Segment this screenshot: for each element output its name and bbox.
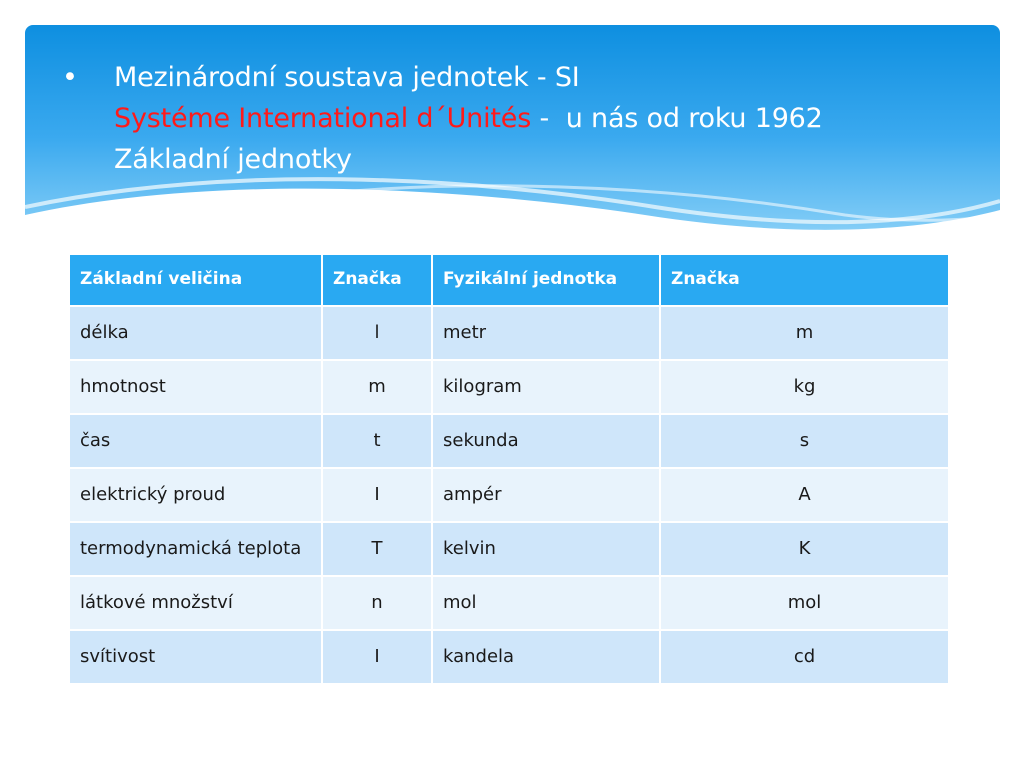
cell-quantity: svítivost <box>69 630 322 684</box>
title-line-2 <box>114 98 823 139</box>
cell-quantity: termodynamická teplota <box>69 522 322 576</box>
cell-quantity: elektrický proud <box>69 468 322 522</box>
header-unit: Fyzikální jednotka <box>432 254 660 306</box>
bullet-marker: • <box>62 62 78 93</box>
title-highlight: Systéme International d´Unités <box>114 103 532 134</box>
table-row <box>69 522 949 576</box>
header-quantity-symbol: Značka <box>322 254 432 306</box>
cell-unit: sekunda <box>432 414 660 468</box>
cell-unit-symbol: cd <box>660 630 949 684</box>
table-row <box>69 630 949 684</box>
title-line-2-rest: - u nás od roku 1962 <box>531 103 823 134</box>
cell-quantity-symbol: T <box>322 522 432 576</box>
cell-unit: mol <box>432 576 660 630</box>
table-row <box>69 306 949 360</box>
cell-quantity: látkové množství <box>69 576 322 630</box>
cell-quantity: hmotnost <box>69 360 322 414</box>
cell-quantity: délka <box>69 306 322 360</box>
cell-unit-symbol: s <box>660 414 949 468</box>
table-row <box>69 360 949 414</box>
cell-unit: metr <box>432 306 660 360</box>
cell-quantity-symbol: I <box>322 630 432 684</box>
cell-unit: kelvin <box>432 522 660 576</box>
cell-unit-symbol: m <box>660 306 949 360</box>
cell-unit-symbol: K <box>660 522 949 576</box>
table-row <box>69 414 949 468</box>
cell-quantity-symbol: n <box>322 576 432 630</box>
title-line-3: Základní jednotky <box>114 144 352 175</box>
cell-unit-symbol: kg <box>660 360 949 414</box>
cell-unit-symbol: mol <box>660 576 949 630</box>
cell-unit: kilogram <box>432 360 660 414</box>
table-header-row <box>69 254 949 306</box>
cell-unit-symbol: A <box>660 468 949 522</box>
cell-quantity-symbol: m <box>322 360 432 414</box>
cell-unit: kandela <box>432 630 660 684</box>
header-unit-symbol: Značka <box>660 254 949 306</box>
cell-quantity-symbol: t <box>322 414 432 468</box>
table-row <box>69 468 949 522</box>
cell-unit: ampér <box>432 468 660 522</box>
table-row <box>69 576 949 630</box>
cell-quantity-symbol: l <box>322 306 432 360</box>
cell-quantity: čas <box>69 414 322 468</box>
cell-quantity-symbol: I <box>322 468 432 522</box>
title-line-1: Mezinárodní soustava jednotek - SI <box>114 62 580 93</box>
si-units-table <box>68 253 950 685</box>
header-quantity: Základní veličina <box>69 254 322 306</box>
